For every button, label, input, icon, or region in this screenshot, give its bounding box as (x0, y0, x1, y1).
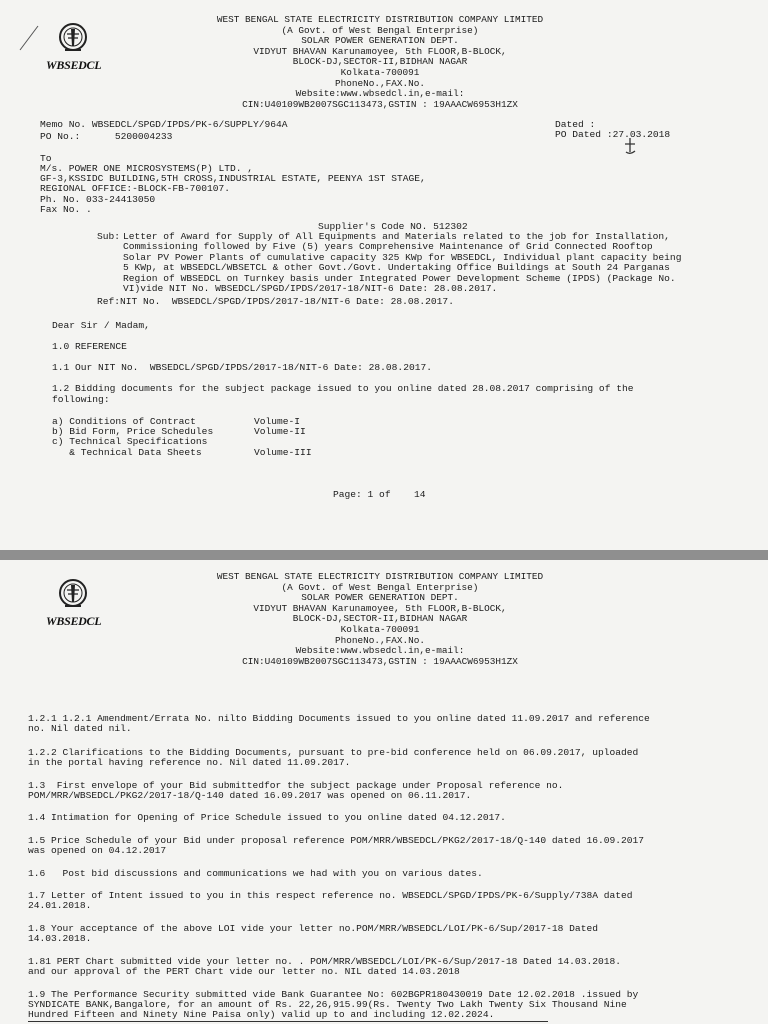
para-1-7-cont: 24.01.2018. (28, 900, 92, 911)
doc-item: b) Bid Form, Price Schedules (52, 426, 214, 437)
memo-number: Memo No. WBSEDCL/SPGD/IPDS/PK-6/SUPPLY/964A (40, 119, 288, 130)
document-page-2 (0, 560, 768, 1024)
company-address-2: BLOCK-DJ,SECTOR-II,BIDHAN NAGAR (292, 56, 468, 68)
company-address-1: VIDYUT BHAVAN Karunamoyee, 5th FLOOR,B-BLOCK, (253, 45, 507, 57)
company-phone: PhoneNo.,FAX.No. (334, 77, 425, 89)
company-dept: SOLAR POWER GENERATION DEPT. (301, 35, 459, 47)
para-1-3: 1.3 First envelope of your Bid submittedfor the subject package under Proposal reference no. (28, 780, 564, 791)
company-address-1: VIDYUT BHAVAN Karunamoyee, 5th FLOOR,B-BLOCK, (253, 602, 507, 614)
emblem-icon (58, 22, 88, 56)
para-1-2-1: 1.2.1 1.2.1 Amendment/Errata No. nilto Bidding Documents issued to you online dated 11.09.2017 and reference (28, 713, 650, 724)
company-web: Website:www.wbsedcl.in,e-mail: (295, 645, 465, 657)
company-city: Kolkata-700091 (340, 66, 420, 78)
doc-volume: Volume-III (254, 447, 312, 458)
doc-item: & Technical Data Sheets (52, 447, 202, 458)
page-total: 14 (414, 489, 426, 500)
doc-volume: Volume-II (254, 426, 306, 437)
section-1-0: 1.0 REFERENCE (52, 341, 127, 352)
supplier-code: Supplier's Code NO. 512302 (318, 221, 468, 232)
reference-line: Ref:NIT No. WBSEDCL/SPGD/IPDS/2017-18/NIT-6 Date: 28.08.2017. (97, 296, 454, 307)
company-name: WEST BENGAL STATE ELECTRICITY DISTRIBUTION COMPANY LIMITED (216, 571, 544, 582)
para-1-81-cont: and our approval of the PERT Chart vide our letter no. NIL dated 14.03.2018 (28, 966, 460, 977)
para-1-8-cont: 14.03.2018. (28, 933, 92, 944)
para-1-8: 1.8 Your acceptance of the above LOI vide your letter no.POM/MRR/WBSEDCL/LOI/PK-6/Sup/2017-18 Dated (28, 923, 598, 934)
page-label: Page: 1 of (333, 489, 391, 500)
company-web: Website:www.wbsedcl.in,e-mail: (295, 88, 465, 100)
subject-label: Sub: (97, 231, 121, 242)
company-address-2: BLOCK-DJ,SECTOR-II,BIDHAN NAGAR (292, 613, 468, 625)
company-govt: (A Govt. of West Bengal Enterprise) (281, 581, 479, 593)
logo-wordmark: WBSEDCL (46, 58, 102, 72)
salutation: Dear Sir / Madam, (52, 320, 150, 331)
subject-line: Commissioning followed by Five (5) years Comprehensive Maintenance of Grid Connected Rooftop (123, 241, 653, 252)
company-cin: CIN:U40109WB2007SGC113473,GSTIN : 19AAACW6953H1ZX (242, 655, 518, 667)
para-1-81: 1.81 PERT Chart submitted vide your letter no. . POM/MRR/WBSEDCL/LOI/PK-6/Sup/2017-18 Dated 14.03.2018. (28, 956, 621, 967)
company-logo (44, 578, 104, 638)
pen-mark (18, 22, 42, 52)
logo-wordmark: WBSEDCL (46, 614, 102, 628)
para-1-7: 1.7 Letter of Intent issued to you in this respect reference no. WBSEDCL/SPGD/IPDS/PK-6/Supply/738A dated (28, 890, 633, 901)
dated-label: Dated : (555, 119, 596, 130)
vendor-name: M/s. POWER ONE MICROSYSTEMS(P) LTD. , (40, 163, 254, 174)
section-1-2-cont: following: (52, 394, 110, 405)
company-phone: PhoneNo.,FAX.No. (334, 634, 425, 646)
regional-office: REGIONAL OFFICE:-BLOCK-FB-700107. (40, 183, 230, 194)
letterhead (140, 15, 620, 110)
vendor-address: GF-3,KSSIDC BUILDING,5TH CROSS,INDUSTRIAL ESTATE, PEENYA 1ST STAGE, (40, 173, 426, 184)
subject-line: 5 KWp, at WBSEDCL/WBSETCL & other Govt./Govt. Undertaking Office Buildings at South 24 Parganas (123, 262, 670, 273)
company-city: Kolkata-700091 (340, 623, 420, 635)
doc-item: c) Technical Specifications (52, 436, 208, 447)
para-1-9: 1.9 The Performance Security submitted vide Bank Guarantee No: 602BGPR180430019 Date 12.02.2018 .issued by (28, 989, 639, 1000)
subject-line: Region of WBSEDCL on Turnkey basis under Integrated Power Development Scheme (IPDS) (Package No. (123, 273, 676, 284)
company-cin: CIN:U40109WB2007SGC113473,GSTIN : 19AAACW6953H1ZX (242, 98, 518, 110)
para-1-5: 1.5 Price Schedule of your Bid under proposal reference POM/MRR/WBSEDCL/PKG2/2017-18/Q-140 dated 16.09.2017 (28, 835, 645, 846)
para-1-4: 1.4 Intimation for Opening of Price Schedule issued to you online dated 04.12.2017. (28, 812, 506, 823)
subject-line: VI)vide NIT No. WBSEDCL/SPGD/IPDS/2017-18/NIT-6 Date: 28.08.2017. (123, 283, 498, 294)
para-1-2-2-cont: in the portal having reference no. Nil dated 11.09.2017. (28, 757, 351, 768)
company-name: WEST BENGAL STATE ELECTRICITY DISTRIBUTION COMPANY LIMITED (216, 14, 544, 25)
doc-item: a) Conditions of Contract (52, 416, 196, 427)
company-logo (44, 22, 104, 82)
section-1-2: 1.2 Bidding documents for the subject package issued to you online dated 28.08.2017 comprising of the (52, 383, 634, 394)
para-1-6: 1.6 Post bid discussions and communications we had with you on various dates. (28, 868, 483, 879)
emblem-icon (58, 578, 88, 612)
po-dated: PO Dated :27.03.2018 (555, 129, 671, 140)
para-1-9-cont: SYNDICATE BANK,Bangalore, for an amount of Rs. 22,26,915.99(Rs. Twenty Two Lakh Twenty Six Thousand Nine (28, 999, 627, 1010)
para-1-9-cont: Hundred Fifteen and Ninety Nine Paisa only) valid up to and including 12.02.2024. (28, 1009, 495, 1020)
para-1-2-1-cont: no. Nil dated nil. (28, 723, 132, 734)
to-label: To (40, 153, 52, 164)
section-1-1: 1.1 Our NIT No. WBSEDCL/SPGD/IPDS/2017-18/NIT-6 Date: 28.08.2017. (52, 362, 432, 373)
letterhead (140, 572, 620, 667)
handwritten-mark (622, 136, 638, 156)
po-number: PO No.: 5200004233 (40, 131, 173, 142)
doc-volume: Volume-I (254, 416, 301, 427)
company-govt: (A Govt. of West Bengal Enterprise) (281, 24, 479, 36)
subject-line: Solar PV Power Plants of cumulative capacity 325 KWp for WBSEDCL, Individual plant capacity being (123, 252, 682, 263)
underline-divider (28, 1021, 548, 1022)
vendor-phone: Ph. No. 033-24413050 (40, 194, 156, 205)
para-1-3-cont: POM/MRR/WBSEDCL/PKG2/2017-18/Q-140 dated 16.09.2017 was opened on 06.11.2017. (28, 790, 472, 801)
company-dept: SOLAR POWER GENERATION DEPT. (301, 592, 459, 604)
subject-line: Letter of Award for Supply of All Equipments and Materials related to the job for Installation, (123, 231, 670, 242)
para-1-2-2: 1.2.2 Clarifications to the Bidding Documents, pursuant to pre-bid conference held on 06.09.2017, uploaded (28, 747, 639, 758)
vendor-fax: Fax No. . (40, 204, 92, 215)
para-1-5-cont: was opened on 04.12.2017 (28, 845, 167, 856)
